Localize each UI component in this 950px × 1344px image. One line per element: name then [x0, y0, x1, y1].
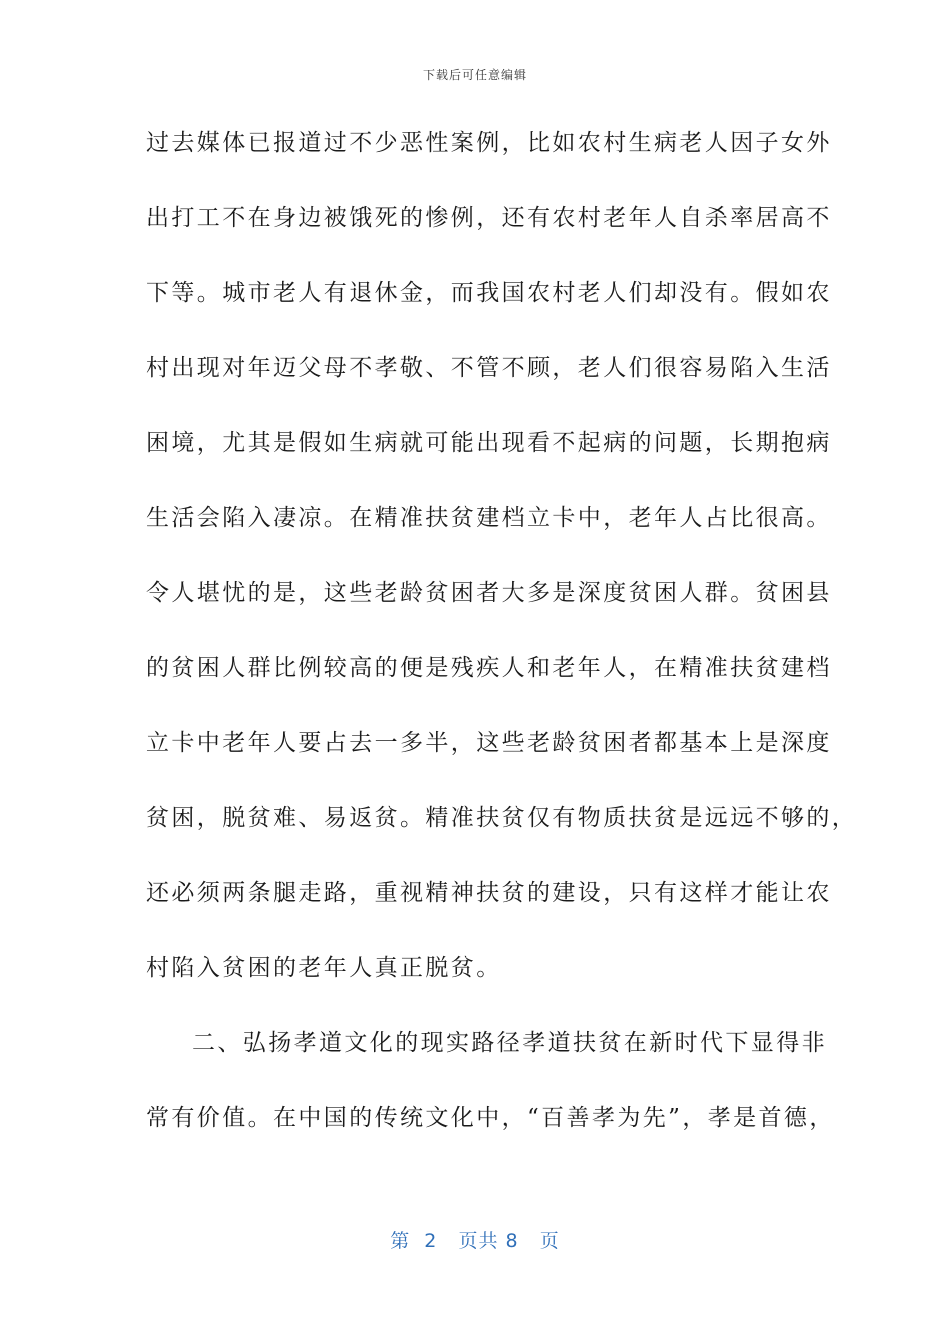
text-line: 困境，尤其是假如生病就可能出现看不起病的问题，长期抱病 — [146, 430, 832, 456]
header-note: 下载后可任意编辑 — [422, 68, 527, 82]
text-line: 生活会陷入凄凉。在精准扶贫建档立卡中，老年人占比很高。 — [146, 505, 832, 531]
text-line: 令人堪忧的是，这些老龄贫困者大多是深度贫困人群。贫困县 — [146, 580, 832, 606]
text-line: 村陷入贫困的老年人真正脱贫。 — [146, 955, 502, 981]
text-line: 常有价值。在中国的传统文化中，“百善孝为先”，孝是首德， — [146, 1105, 835, 1131]
body-text — [146, 125, 858, 1175]
text-line: 过去媒体已报道过不少恶性案例，比如农村生病老人因子女外 — [146, 130, 832, 156]
text-line: 村出现对年迈父母不孝敬、不管不顾，老人们很容易陷入生活 — [146, 355, 832, 381]
text-line: 下等。城市老人有退休金，而我国农村老人们却没有。假如农 — [146, 280, 832, 306]
text-line: 出打工不在身边被饿死的惨例，还有农村老年人自杀率居高不 — [146, 205, 832, 231]
text-line: 的贫困人群比例较高的便是残疾人和老年人，在精准扶贫建档 — [146, 655, 832, 681]
text-line: 还必须两条腿走路，重视精神扶贫的建设，只有这样才能让农 — [146, 880, 832, 906]
page-footer — [0, 1226, 950, 1253]
text-line: 贫困，脱贫难、易返贫。精准扶贫仅有物质扶贫是远远不够的， — [146, 805, 858, 831]
text-line: 立卡中老年人要占去一多半，这些老龄贫困者都基本上是深度 — [146, 730, 832, 756]
page-number-label: 第 2 页共 8 页 — [390, 1230, 560, 1252]
section-heading-line: 二、弘扬孝道文化的现实路径孝道扶贫在新时代下显得非 — [192, 1030, 827, 1056]
